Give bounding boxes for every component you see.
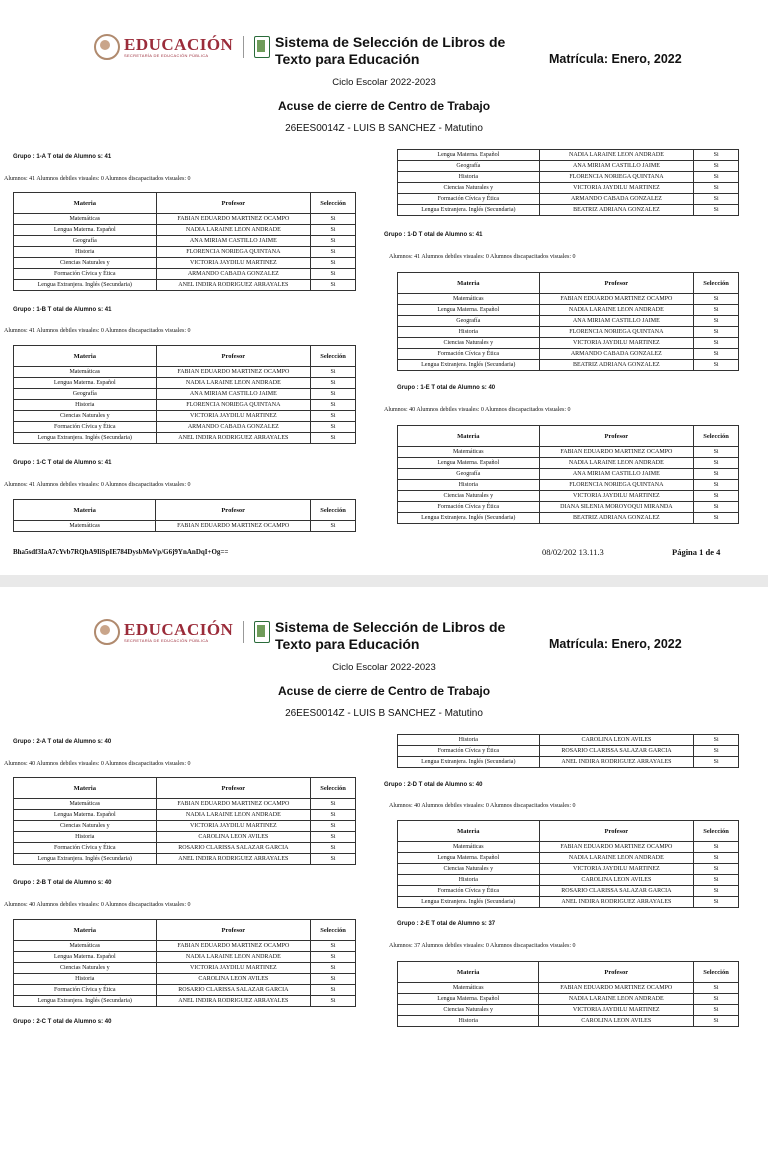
table-row: Lengua Extranjera. Inglés (Secundaria) ANEL INDIRA RODRIGUEZ ARRAYALES Si bbox=[14, 280, 356, 291]
table-row: Historia FLORENCIA NORIEGA QUINTANA Si bbox=[398, 480, 739, 491]
page-number: Página 1 de 4 bbox=[672, 547, 721, 557]
selection-table bbox=[397, 425, 739, 524]
table-row: Formación Cívica y Ética ROSARIO CLARISSA SALAZAR GARCIA Si bbox=[398, 746, 739, 757]
col-profesor: Profesor bbox=[539, 273, 694, 294]
group-title: Grupo : 2-C T otal de Alumno s: 40 bbox=[13, 1019, 112, 1025]
system-title: Sistema de Selección de Libros de Texto para Educación bbox=[275, 34, 506, 67]
table-row: Lengua Materna. Español NADIA LARAINE LEON ANDRADE Si bbox=[398, 458, 739, 469]
group-info: Alumnos: 40 Alumnos debiles visuales: 0 Alumnos discapacitados visuales: 0 bbox=[389, 803, 576, 809]
group-info: Alumnos: 40 Alumnos debiles visuales: 0 Alumnos discapacitados visuales: 0 bbox=[4, 761, 191, 767]
table-row: Lengua Extranjera. Inglés (Secundaria) ANEL INDIRA RODRIGUEZ ARRAYALES Si bbox=[14, 433, 356, 444]
col-profesor: Profesor bbox=[156, 346, 311, 367]
col-seleccion: Selección bbox=[311, 346, 356, 367]
logo-subtext: SECRETARÍA DE EDUCACIÓN PÚBLICA bbox=[124, 638, 209, 643]
ciclo-escolar: Ciclo Escolar 2022-2023 bbox=[332, 662, 436, 673]
table-row: Matemáticas FABIAN EDUARDO MARTINEZ OCAMPO Si bbox=[398, 294, 739, 305]
logo-text: EDUCACIÓN bbox=[124, 620, 234, 639]
selection-table bbox=[13, 192, 356, 291]
col-seleccion: Selección bbox=[311, 193, 356, 214]
col-materia: Materia bbox=[398, 821, 540, 842]
logo-text: EDUCACIÓN bbox=[124, 35, 234, 54]
table-row: Historia CAROLINA LEON AVILES Si bbox=[14, 974, 356, 985]
table-row: Matemáticas FABIAN EDUARDO MARTINEZ OCAMPO Si bbox=[398, 842, 739, 853]
table-row: Geografía ANA MIRIAM CASTILLO JAIME Si bbox=[14, 236, 356, 247]
table-row: Formación Cívica y Ética ROSARIO CLARISSA SALAZAR GARCIA Si bbox=[398, 886, 739, 897]
ciclo-escolar: Ciclo Escolar 2022-2023 bbox=[332, 77, 436, 88]
emblem-icon bbox=[254, 621, 270, 643]
table-row: Formación Cívica y Ética DIANA SILENIA MOROYOQUI MIRANDA Si bbox=[398, 502, 739, 513]
table-row: Ciencias Naturales y VICTORIA JAYDILU MARTINEZ Si bbox=[14, 963, 356, 974]
centro-trabajo: 26EES0014Z - LUIS B SANCHEZ - Matutino bbox=[285, 708, 483, 719]
table-header-row bbox=[398, 273, 739, 294]
table-header-row bbox=[398, 821, 739, 842]
selection-table bbox=[397, 272, 739, 371]
logo-divider bbox=[243, 621, 244, 643]
table-row: Historia FLORENCIA NORIEGA QUINTANA Si bbox=[398, 327, 739, 338]
col-profesor: Profesor bbox=[156, 778, 311, 799]
col-profesor: Profesor bbox=[156, 500, 311, 521]
table-row: Lengua Extranjera. Inglés (Secundaria) BEATRIZ ADRIANA GONZALEZ Si bbox=[398, 360, 739, 371]
table-row: Geografía ANA MIRIAM CASTILLO JAIME Si bbox=[14, 389, 356, 400]
table-row: Ciencias Naturales y VICTORIA JAYDILU MARTINEZ Si bbox=[398, 491, 739, 502]
table-row: Historia CAROLINA LEON AVILES Si bbox=[398, 875, 739, 886]
col-profesor: Profesor bbox=[539, 962, 694, 983]
selection-table-continued bbox=[397, 149, 739, 216]
table-row: Lengua Materna. Español NADIA LARAINE LEON ANDRADE Si bbox=[14, 225, 356, 236]
col-materia: Materia bbox=[14, 346, 157, 367]
sep-logo bbox=[94, 30, 270, 64]
col-seleccion: Selección bbox=[694, 962, 739, 983]
table-row: Ciencias Naturales y VICTORIA JAYDILU MARTINEZ Si bbox=[14, 258, 356, 269]
table-row: Ciencias Naturales y VICTORIA JAYDILU MARTINEZ Si bbox=[398, 1005, 739, 1016]
table-row: Lengua Materna. Español NADIA LARAINE LEON ANDRADE Si bbox=[398, 305, 739, 316]
table-row: Lengua Extranjera. Inglés (Secundaria) ANEL INDIRA RODRIGUEZ ARRAYALES Si bbox=[398, 897, 739, 908]
table-row: Ciencias Naturales y VICTORIA JAYDILU MARTINEZ Si bbox=[398, 183, 739, 194]
logo-subtext: SECRETARÍA DE EDUCACIÓN PÚBLICA bbox=[124, 53, 209, 58]
table-row: Historia CAROLINA LEON AVILES Si bbox=[398, 1016, 739, 1027]
table-row: Ciencias Naturales y VICTORIA JAYDILU MARTINEZ Si bbox=[398, 338, 739, 349]
col-seleccion: Selección bbox=[311, 778, 356, 799]
group-info: Alumnos: 37 Alumnos debiles visuales: 0 Alumnos discapacitados visuales: 0 bbox=[389, 943, 576, 949]
group-info: Alumnos: 41 Alumnos debiles visuales: 0 Alumnos discapacitados visuales: 0 bbox=[389, 254, 576, 260]
centro-trabajo: 26EES0014Z - LUIS B SANCHEZ - Matutino bbox=[285, 123, 483, 134]
table-row: Matemáticas FABIAN EDUARDO MARTINEZ OCAMPO Si bbox=[398, 983, 739, 994]
col-seleccion: Selección bbox=[311, 920, 356, 941]
group-title: Grupo : 2-D T otal de Alumno s: 40 bbox=[384, 782, 483, 788]
col-profesor: Profesor bbox=[539, 821, 694, 842]
group-title: Grupo : 2-E T otal de Alumno s: 37 bbox=[397, 921, 496, 927]
selection-table bbox=[397, 961, 739, 1027]
table-row: Matemáticas FABIAN EDUARDO MARTINEZ OCAMPO Si bbox=[398, 447, 739, 458]
table-row: Geografía ANA MIRIAM CASTILLO JAIME Si bbox=[398, 316, 739, 327]
system-title: Sistema de Selección de Libros de Texto para Educación bbox=[275, 619, 506, 652]
table-row: Historia FLORENCIA NORIEGA QUINTANA Si bbox=[14, 400, 356, 411]
group-info: Alumnos: 40 Alumnos debiles visuales: 0 Alumnos discapacitados visuales: 0 bbox=[384, 407, 571, 413]
table-row: Ciencias Naturales y VICTORIA JAYDILU MARTINEZ Si bbox=[14, 821, 356, 832]
table-header-row bbox=[14, 193, 356, 214]
table-row: Lengua Extranjera. Inglés (Secundaria) BEATRIZ ADRIANA GONZALEZ Si bbox=[398, 513, 739, 524]
table-row: Lengua Extranjera. Inglés (Secundaria) ANEL INDIRA RODRIGUEZ ARRAYALES Si bbox=[14, 854, 356, 865]
group-title: Grupo : 1-E T otal de Alumno s: 40 bbox=[397, 385, 496, 391]
table-header-row bbox=[14, 920, 356, 941]
table-row: Formación Cívica y Ética ROSARIO CLARISSA SALAZAR GARCIA Si bbox=[14, 843, 356, 854]
table-row: Matemáticas FABIAN EDUARDO MARTINEZ OCAMPO Si bbox=[14, 521, 356, 532]
table-row: Formación Cívica y Ética ARMANDO CABADA GONZALEZ Si bbox=[398, 349, 739, 360]
table-header-row bbox=[14, 500, 356, 521]
col-materia: Materia bbox=[14, 193, 157, 214]
col-materia: Materia bbox=[398, 273, 540, 294]
table-row: Geografía ANA MIRIAM CASTILLO JAIME Si bbox=[398, 161, 739, 172]
table-row: Matemáticas FABIAN EDUARDO MARTINEZ OCAMPO Si bbox=[14, 799, 356, 810]
table-row: Matemáticas FABIAN EDUARDO MARTINEZ OCAMPO Si bbox=[14, 214, 356, 225]
table-row: Historia FLORENCIA NORIEGA QUINTANA Si bbox=[14, 247, 356, 258]
acuse-title: Acuse de cierre de Centro de Trabajo bbox=[277, 99, 491, 113]
col-seleccion: Selección bbox=[694, 273, 739, 294]
selection-table bbox=[13, 919, 356, 1007]
col-materia: Materia bbox=[14, 920, 157, 941]
table-row: Lengua Extranjera. Inglés (Secundaria) BEATRIZ ADRIANA GONZALEZ Si bbox=[398, 205, 739, 216]
col-seleccion: Selección bbox=[694, 426, 739, 447]
group-title: Grupo : 1-A T otal de Alumno s: 41 bbox=[13, 154, 112, 160]
acuse-title: Acuse de cierre de Centro de Trabajo bbox=[277, 684, 491, 698]
selection-table bbox=[13, 345, 356, 444]
matricula: Matrícula: Enero, 2022 bbox=[549, 637, 682, 651]
sep-logo bbox=[94, 615, 270, 649]
selection-table bbox=[13, 499, 356, 532]
table-row: Historia CAROLINA LEON AVILES Si bbox=[398, 735, 739, 746]
selection-table bbox=[397, 820, 739, 908]
table-row: Lengua Materna. Español NADIA LARAINE LEON ANDRADE Si bbox=[398, 150, 739, 161]
group-info: Alumnos: 41 Alumnos debiles visuales: 0 Alumnos discapacitados visuales: 0 bbox=[4, 482, 191, 488]
col-profesor: Profesor bbox=[156, 193, 311, 214]
table-row: Matemáticas FABIAN EDUARDO MARTINEZ OCAMPO Si bbox=[14, 941, 356, 952]
seal-icon bbox=[94, 619, 120, 645]
table-row: Lengua Materna. Español NADIA LARAINE LEON ANDRADE Si bbox=[14, 952, 356, 963]
group-title: Grupo : 1-C T otal de Alumno s: 41 bbox=[13, 460, 112, 466]
table-row: Formación Cívica y Ética ROSARIO CLARISSA SALAZAR GARCIA Si bbox=[14, 985, 356, 996]
group-title: Grupo : 2-B T otal de Alumno s: 40 bbox=[13, 880, 112, 886]
table-row: Formación Cívica y Ética ARMANDO CABADA GONZALEZ Si bbox=[14, 269, 356, 280]
table-row: Formación Cívica y Ética ARMANDO CABADA GONZALEZ Si bbox=[14, 422, 356, 433]
emblem-icon bbox=[254, 36, 270, 58]
table-header-row bbox=[398, 426, 739, 447]
col-profesor: Profesor bbox=[156, 920, 311, 941]
table-row: Historia FLORENCIA NORIEGA QUINTANA Si bbox=[398, 172, 739, 183]
col-seleccion: Selección bbox=[694, 821, 739, 842]
col-materia: Materia bbox=[14, 778, 157, 799]
group-title: Grupo : 1-B T otal de Alumno s: 41 bbox=[13, 307, 112, 313]
seal-icon bbox=[94, 34, 120, 60]
table-header-row bbox=[14, 778, 356, 799]
col-materia: Materia bbox=[14, 500, 156, 521]
col-materia: Materia bbox=[398, 426, 540, 447]
table-row: Ciencias Naturales y VICTORIA JAYDILU MARTINEZ Si bbox=[14, 411, 356, 422]
table-row: Lengua Materna. Español NADIA LARAINE LEON ANDRADE Si bbox=[14, 378, 356, 389]
table-row: Matemáticas FABIAN EDUARDO MARTINEZ OCAMPO Si bbox=[14, 367, 356, 378]
col-profesor: Profesor bbox=[539, 426, 694, 447]
selection-table-continued bbox=[397, 734, 739, 768]
print-date: 08/02/202 13.11.3 bbox=[542, 547, 604, 557]
table-row: Ciencias Naturales y VICTORIA JAYDILU MARTINEZ Si bbox=[398, 864, 739, 875]
table-row: Lengua Extranjera. Inglés (Secundaria) ANEL INDIRA RODRIGUEZ ARRAYALES Si bbox=[398, 757, 739, 768]
selection-table bbox=[13, 777, 356, 865]
document-page-2 bbox=[0, 585, 768, 1170]
table-row: Lengua Materna. Español NADIA LARAINE LEON ANDRADE Si bbox=[14, 810, 356, 821]
matricula: Matrícula: Enero, 2022 bbox=[549, 52, 682, 66]
table-header-row bbox=[398, 962, 739, 983]
group-title: Grupo : 2-A T otal de Alumno s: 40 bbox=[13, 739, 112, 745]
col-materia: Materia bbox=[398, 962, 539, 983]
table-row: Formación Cívica y Ética ARMANDO CABADA GONZALEZ Si bbox=[398, 194, 739, 205]
table-row: Geografía ANA MIRIAM CASTILLO JAIME Si bbox=[398, 469, 739, 480]
group-title: Grupo : 1-D T otal de Alumno s: 41 bbox=[384, 232, 483, 238]
table-row: Lengua Materna. Español NADIA LARAINE LEON ANDRADE Si bbox=[398, 853, 739, 864]
logo-divider bbox=[243, 36, 244, 58]
group-info: Alumnos: 41 Alumnos debiles visuales: 0 Alumnos discapacitados visuales: 0 bbox=[4, 176, 191, 182]
table-row: Historia CAROLINA LEON AVILES Si bbox=[14, 832, 356, 843]
table-row: Lengua Materna. Español NADIA LARAINE LEON ANDRADE Si bbox=[398, 994, 739, 1005]
table-row: Lengua Extranjera. Inglés (Secundaria) ANEL INDIRA RODRIGUEZ ARRAYALES Si bbox=[14, 996, 356, 1007]
group-info: Alumnos: 40 Alumnos debiles visuales: 0 Alumnos discapacitados visuales: 0 bbox=[4, 902, 191, 908]
group-info: Alumnos: 41 Alumnos debiles visuales: 0 Alumnos discapacitados visuales: 0 bbox=[4, 328, 191, 334]
col-seleccion: Selección bbox=[311, 500, 356, 521]
table-header-row bbox=[14, 346, 356, 367]
verification-code: Bha5sdf3IaA7cYvb7RQhA9IiSpIE784DysbMeVp/G6j9YnAnDqI+Og== bbox=[13, 548, 229, 556]
